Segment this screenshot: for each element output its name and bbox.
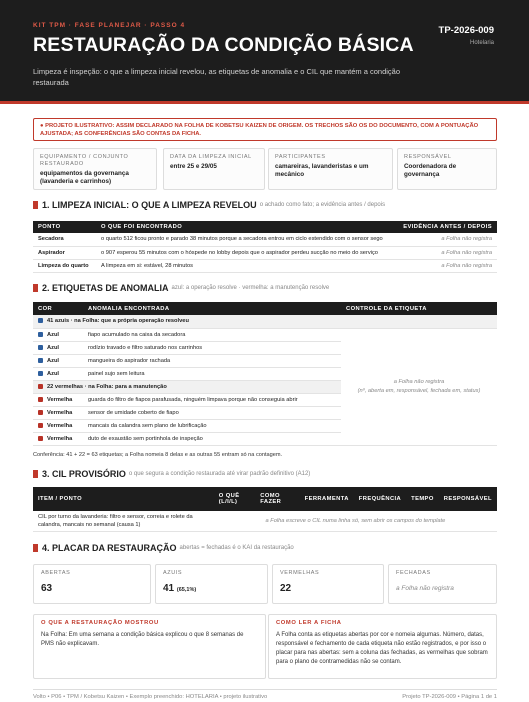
- info-card-responsible: [397, 148, 497, 190]
- found-cell: A limpeza em si: estável, 28 minutos: [96, 259, 396, 272]
- kpi-value: a Folha não registra: [396, 585, 454, 592]
- column-header: CONTROLE DA ETIQUETA: [341, 302, 497, 315]
- restoration-finding-box: [33, 614, 266, 679]
- group-row-blue: [33, 315, 497, 328]
- kpi-label: AZUIS: [163, 570, 183, 576]
- column-header: RESPONSÁVEL: [439, 487, 497, 511]
- red-tag-icon: [38, 423, 43, 428]
- color-cell: [33, 393, 83, 406]
- section-title: 3. CIL PROVISÓRIO: [42, 469, 126, 479]
- table-header-row: [33, 487, 497, 511]
- column-header: EVIDÊNCIA ANTES / DEPOIS: [396, 221, 497, 233]
- group-label: 22 vermelhas · na Folha: para a manutenção: [47, 383, 167, 390]
- info-value: entre 25 e 29/05: [170, 163, 217, 170]
- column-header: ANOMALIA ENCONTRADA: [83, 302, 341, 315]
- group-control-cell: [341, 315, 497, 328]
- blue-tag-icon: [38, 371, 43, 376]
- column-header: ITEM / PONTO: [33, 487, 214, 511]
- blue-tag-icon: [38, 332, 43, 337]
- column-header: FERRAMENTA: [300, 487, 354, 511]
- evidence-cell: a Folha não registra: [396, 233, 497, 246]
- column-header: O QUE FOI ENCONTRADO: [96, 221, 396, 233]
- tag-control-cell: [341, 328, 497, 445]
- section-hint: azul: a operação resolve · vermelha: a manutenção resolve: [171, 285, 330, 291]
- section-1-heading: [33, 200, 385, 210]
- column-header: O QUÊ (L/I/L): [214, 487, 255, 511]
- table-row: [33, 246, 497, 259]
- point-cell: Limpeza do quarto: [33, 259, 96, 272]
- tags-check-note: Conferência: 41 + 22 = 63 etiquetas; a Folha nomeia 8 delas e as outras 55 entram só na contagem.: [33, 452, 283, 458]
- color-label: Vermelha: [47, 435, 73, 442]
- table-row: [33, 328, 497, 341]
- kpi-label: VERMELHAS: [280, 570, 320, 576]
- column-header: PONTO: [33, 221, 96, 233]
- header-kicker: KIT TPM · FASE PLANEJAR · PASSO 4: [33, 22, 186, 29]
- page-header: [0, 0, 529, 104]
- blue-tag-icon: [38, 358, 43, 363]
- table-header-row: [33, 302, 497, 315]
- reading-guide-box: [268, 614, 497, 679]
- anomaly-cell: mangueira do aspirador rachada: [83, 354, 341, 367]
- cil-placeholder-cell: a Folha escreve o CIL numa linha só, sem abrir os campos do template: [214, 511, 497, 531]
- box-title: COMO LER A FICHA: [276, 620, 342, 626]
- column-header: COR: [33, 302, 83, 315]
- project-sector: Hotelaria: [469, 40, 494, 46]
- color-label: Vermelha: [47, 396, 73, 403]
- group-label: 41 azuis · na Folha: que a própria operação resolveu: [47, 318, 189, 325]
- anomaly-tags-table: [33, 302, 497, 446]
- group-cell: [33, 315, 341, 328]
- found-cell: o 907 esperou 55 minutos com o hóspede no lobby depois que o aspirador perdeu sucção no meio do serviço: [96, 246, 396, 259]
- table-header-row: [33, 221, 497, 233]
- info-card-participants: [268, 148, 393, 190]
- red-tag-icon: [38, 436, 43, 441]
- illustrative-warning: ● PROJETO ILUSTRATIVO: ASSIM DECLARADO NA FOLHA DE KOBETSU KAIZEN DE ORIGEM. OS TRECHOS SÃO OS DO DOCUMENTO, COM A PONTUAÇÃO AJUSTADA; AS CONFERÊNCIAS SÃO CONTAS DA FICHA.: [33, 118, 497, 141]
- red-tag-icon: [38, 384, 43, 389]
- table-row: [33, 259, 497, 272]
- color-label: Vermelha: [47, 409, 73, 416]
- section-marker: [33, 201, 38, 209]
- section-4-heading: [33, 543, 294, 553]
- anomaly-cell: fiapo acumulado na caixa da secadora: [83, 328, 341, 341]
- point-cell: Secadora: [33, 233, 96, 246]
- section-title: 4. PLACAR DA RESTAURAÇÃO: [42, 543, 177, 553]
- box-text: Na Folha: Em uma semana a condição básica explicou o que 8 semanas de PMS não explicavam.: [41, 632, 244, 647]
- anomaly-cell: mancais da calandra sem plano de lubrificação: [83, 419, 341, 432]
- kpi-label: ABERTAS: [41, 570, 71, 576]
- evidence-cell: a Folha não registra: [396, 259, 497, 272]
- evidence-cell: a Folha não registra: [396, 246, 497, 259]
- info-label: RESPONSÁVEL: [404, 154, 452, 160]
- section-marker: [33, 544, 38, 552]
- table-row: [33, 233, 497, 246]
- cil-table: [33, 487, 497, 532]
- kpi-value: 41: [163, 583, 175, 594]
- page-subtitle: Limpeza é inspeção: o que a limpeza inicial revelou, as etiquetas de anomalia e o CIL que mantém a condição restaurada: [33, 67, 401, 87]
- group-cell: [33, 380, 341, 393]
- column-header: COMO FAZER: [255, 487, 299, 511]
- box-title: O QUE A RESTAURAÇÃO MOSTROU: [41, 620, 159, 626]
- color-cell: [33, 406, 83, 419]
- color-label: Vermelha: [47, 422, 73, 429]
- section-title: 1. LIMPEZA INICIAL: O QUE A LIMPEZA REVELOU: [42, 200, 257, 210]
- section-hint: o que segura a condição restaurada até virar padrão definitivo (A12): [128, 471, 311, 477]
- kpi-closed: [388, 564, 497, 604]
- color-cell: [33, 328, 83, 341]
- kpi-value: 63: [41, 583, 53, 594]
- color-label: Azul: [47, 357, 60, 364]
- color-cell: [33, 354, 83, 367]
- footer-right: Projeto TP-2026-009 • Página 1 de 1: [402, 694, 497, 700]
- info-label: EQUIPAMENTO / CONJUNTO RESTAURADO: [40, 154, 129, 167]
- info-card-equipment: [33, 148, 157, 190]
- project-code-block: [439, 25, 494, 46]
- anomaly-cell: sensor de umidade coberto de fiapo: [83, 406, 341, 419]
- info-value: equipamentos da governança (lavanderia e carrinhos): [40, 170, 129, 185]
- color-label: Azul: [47, 344, 60, 351]
- page-footer: [33, 689, 497, 700]
- box-text: A Folha conta as etiquetas abertas por cor e nomeia algumas. Número, datas, responsável e fechamento de cada etiqueta não estão registrados, e por isso o placar para nas abertas: sem a coluna das fechadas, as vermelhas que sobram para o plano de contramedidas não se contam.: [276, 632, 488, 665]
- table-row: [33, 511, 497, 531]
- point-cell: Aspirador: [33, 246, 96, 259]
- color-label: Azul: [47, 370, 60, 377]
- color-cell: [33, 341, 83, 354]
- anomaly-cell: guarda do filtro de fiapos parafusada, ninguém limpava porque não conseguia abrir: [83, 393, 341, 406]
- project-code: TP-2026-009: [438, 25, 494, 36]
- initial-cleaning-table: [33, 221, 497, 273]
- column-header: FREQUÊNCIA: [354, 487, 406, 511]
- control-placeholder: a Folha não registra: [393, 378, 445, 385]
- info-card-date: [163, 148, 265, 190]
- anomaly-cell: duto de exaustão sem portinhola de inspeção: [83, 432, 341, 445]
- kpi-value-row: [163, 583, 260, 594]
- column-header: TEMPO: [406, 487, 439, 511]
- blue-tag-icon: [38, 318, 43, 323]
- page-title: RESTAURAÇÃO DA CONDIÇÃO BÁSICA: [33, 34, 414, 56]
- section-hint: abertas = fechadas é o KAI da restauração: [179, 545, 294, 551]
- section-title: 2. ETIQUETAS DE ANOMALIA: [42, 283, 169, 293]
- found-cell: o quarto 512 ficou pronto e parado 38 minutos porque a secadora entrou em ciclo estendido com o sensor sego: [96, 233, 396, 246]
- kpi-label: FECHADAS: [396, 570, 431, 576]
- color-cell: [33, 419, 83, 432]
- color-cell: [33, 432, 83, 445]
- color-label: Azul: [47, 331, 60, 338]
- footer-left: Volto • P06 • TPM / Kobetsu Kaizen • Exemplo preenchido: HOTELARIA • projeto ilustrativo: [33, 694, 268, 700]
- kpi-red: [272, 564, 384, 604]
- red-tag-icon: [38, 397, 43, 402]
- section-3-heading: [33, 469, 310, 479]
- info-value: Coordenadora de governança: [404, 163, 457, 178]
- anomaly-cell: painel sujo sem leitura: [83, 367, 341, 380]
- cil-item-cell: CIL por turno da lavanderia: filtro e sensor, correia e rolete da calandra, mancais no semanal (causa 1): [33, 511, 214, 531]
- red-tag-icon: [38, 410, 43, 415]
- info-label: PARTICIPANTES: [275, 154, 326, 160]
- section-2-heading: [33, 283, 329, 293]
- kpi-open: [33, 564, 151, 604]
- section-hint: o achado como fato; a evidência antes / depois: [259, 202, 386, 208]
- section-marker: [33, 284, 38, 292]
- kpi-percent: (65,1%): [176, 587, 197, 593]
- info-label: DATA DA LIMPEZA INICIAL: [170, 154, 252, 160]
- color-cell: [33, 367, 83, 380]
- anomaly-cell: rodízio travado e filtro saturado nos carrinhos: [83, 341, 341, 354]
- kpi-blue: [155, 564, 268, 604]
- section-marker: [33, 470, 38, 478]
- control-fields: (nº, aberta em, responsável, fechada em, status): [357, 387, 481, 394]
- blue-tag-icon: [38, 345, 43, 350]
- info-value: camareiras, lavanderistas e um mecânico: [275, 163, 369, 178]
- kpi-value: 22: [280, 583, 292, 594]
